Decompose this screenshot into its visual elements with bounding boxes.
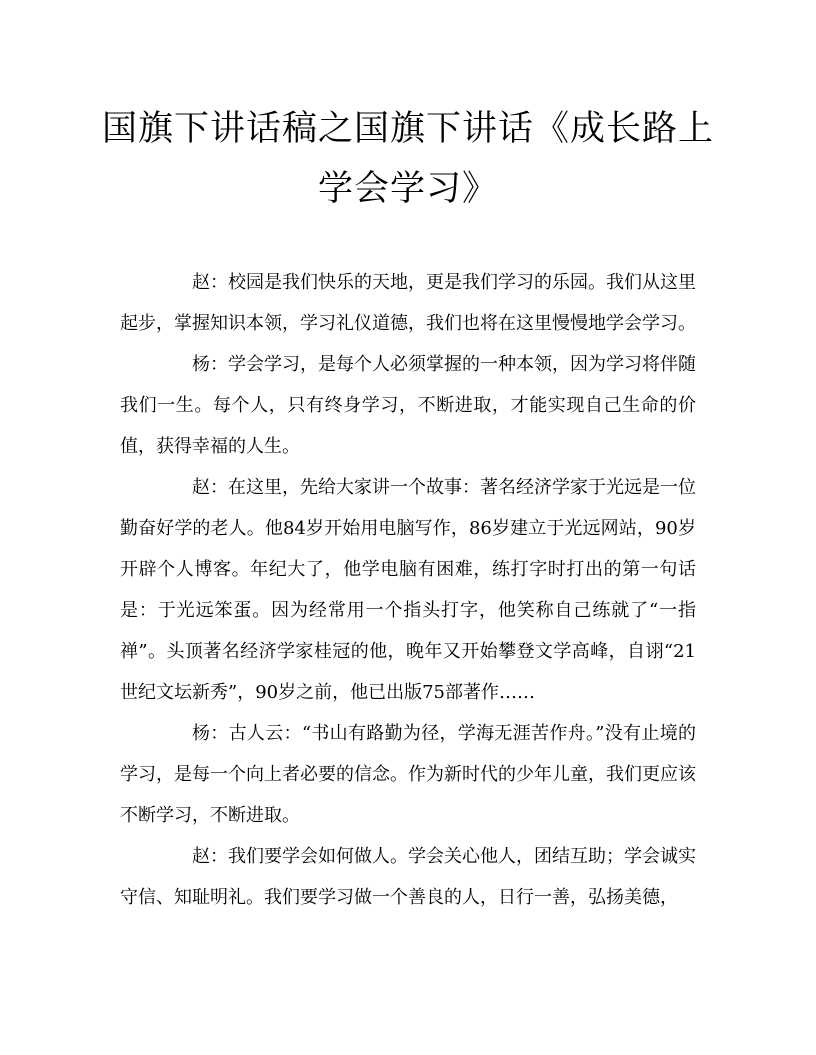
paragraph-1: 赵：校园是我们快乐的天地，更是我们学习的乐园。我们从这里起步，掌握知识本领，学习礼仪道德，我们也将在这里慢慢地学会学习。	[120, 272, 696, 334]
document-body	[120, 262, 696, 918]
paragraph-4: 杨：古人云：“书山有路勤为径，学海无涯苦作舟。”没有止境的学习，是每一个向上者必要的信念。作为新时代的少年儿童，我们更应该不断学习，不断进取。	[120, 723, 696, 826]
paragraph-5: 赵：我们要学会如何做人。学会关心他人，团结互助；学会诚实守信、知耻明礼。我们要学习做一个善良的人，日行一善，弘扬美德，	[120, 846, 696, 908]
paragraph-3: 赵：在这里，先给大家讲一个故事：著名经济学家于光远是一位勤奋好学的老人。他84岁开始用电脑写作，86岁建立于光远网站，90岁开辟个人博客。年纪大了，他学电脑有困难，练打字时打出的第一句话是：于光远笨蛋。因为经常用一个指头打字，他笑称自己练就了“一指禅”。头顶著名经济学家桂冠的他，晚年又开始攀登文学高峰，自诩“21世纪文坛新秀”，90岁之前，他已出版75部著作……	[120, 477, 696, 703]
paragraph-2: 杨：学会学习，是每个人必须掌握的一种本领，因为学习将伴随我们一生。每个人，只有终身学习，不断进取，才能实现自己生命的价值，获得幸福的人生。	[120, 354, 696, 457]
document-title-line-2: 学会学习》	[317, 169, 498, 209]
document-title-line-1: 国旗下讲话稿之国旗下讲话《成长路上	[101, 109, 714, 149]
